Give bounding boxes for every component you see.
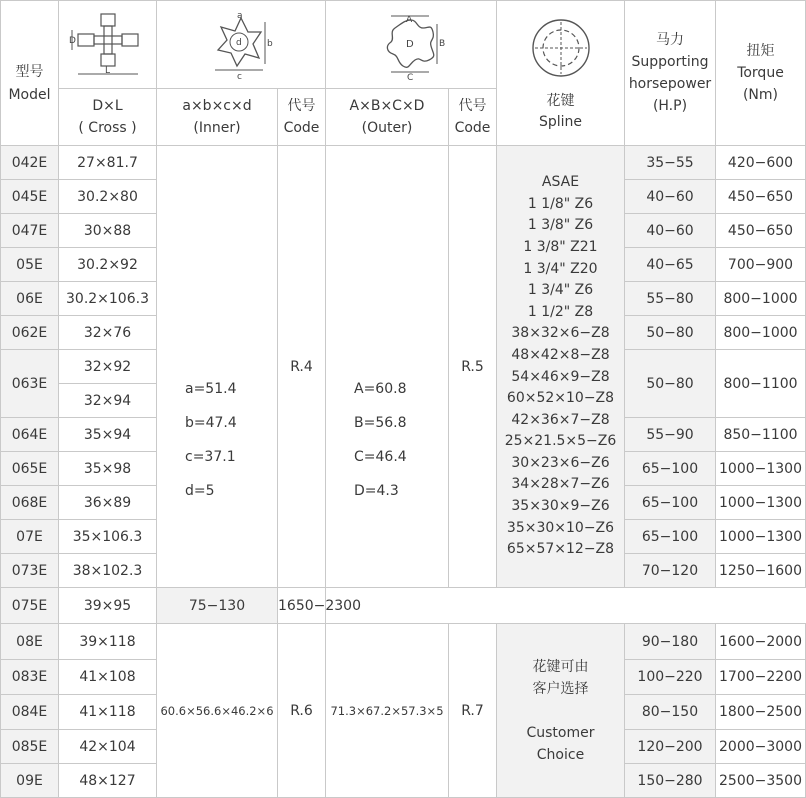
spline-item: 30×23×6−Z6: [511, 454, 610, 471]
inner-diagram: [157, 1, 326, 89]
table-row-model: 075E: [1, 588, 59, 624]
spline-item: 1 3/8" Z21: [523, 238, 598, 255]
table-row-torque: 1000−1300: [716, 486, 806, 520]
spline-item: 1 1/8" Z6: [527, 195, 594, 212]
table-row-torque: 450−650: [716, 180, 806, 214]
outer-code-header-cn: 代号: [458, 98, 487, 114]
inner-dim-c: c=37.1: [185, 448, 236, 465]
inner-dim-a: a=51.4: [185, 380, 237, 397]
table-row-hp: 65−100: [625, 486, 716, 520]
table-row-model: 09E: [1, 764, 59, 798]
table-row-hp: 50−80: [625, 316, 716, 350]
table-row-torque: 700−900: [716, 248, 806, 282]
outer-dim-a: A=60.8: [354, 380, 407, 397]
spline-header-cn: 花键: [546, 93, 575, 109]
inner-dim-d: d=5: [185, 482, 215, 499]
table-row-cross: 32×76: [59, 316, 157, 350]
spline-item: 1 1/2" Z8: [527, 303, 594, 320]
table-row-cross: 30.2×92: [59, 248, 157, 282]
table-row-hp: 50−80: [625, 350, 716, 418]
table-row-torque: 1250−1600: [716, 554, 806, 588]
spline-choice-cn1: 花键可由: [532, 658, 589, 675]
table-row-hp: 40−65: [625, 248, 716, 282]
outer-dims-group1: [326, 146, 449, 588]
table-row-cross: 39×95: [59, 588, 157, 624]
table-row-torque: 800−1000: [716, 282, 806, 316]
cross-diagram: [59, 1, 157, 89]
hp-header-en2: horsepower: [628, 76, 712, 92]
table-row-torque: 1600−2000: [716, 624, 806, 660]
inner-code-group1: R.4: [278, 146, 326, 588]
table-row-model: 06E: [1, 282, 59, 316]
table-row-model: 068E: [1, 486, 59, 520]
table-row-torque: 2000−3000: [716, 730, 806, 764]
outer-dim-b: B=56.8: [354, 414, 407, 431]
table-row-cross: 35×106.3: [59, 520, 157, 554]
table-row-torque: 1800−2500: [716, 695, 806, 730]
table-row-hp: 55−90: [625, 418, 716, 452]
table-row-cross: 35×98: [59, 452, 157, 486]
model-header: [1, 1, 59, 146]
inner-dim-b: b=47.4: [185, 414, 237, 431]
inner-c-label: c: [237, 71, 242, 82]
table-row-model: 085E: [1, 730, 59, 764]
outer-dim-c: C=46.4: [354, 448, 407, 465]
spline-group1: [497, 146, 625, 588]
outer-code-header: [449, 89, 497, 146]
inner-code-header-en: Code: [283, 120, 320, 136]
spline-item: 25×21.5×5−Z6: [504, 433, 617, 450]
cross-header-label: ( Cross ): [78, 120, 137, 136]
spline-choice-en1: Customer: [526, 724, 595, 741]
spline-diagram: [529, 16, 593, 80]
inner-a-label: a: [237, 10, 243, 21]
spline-item: ASAE: [541, 174, 580, 191]
outer-dims-group2: 71.3×67.2×57.3×5: [326, 624, 449, 798]
table-row-torque: 420−600: [716, 146, 806, 180]
table-row-cross: 38×102.3: [59, 554, 157, 588]
outer-code-header-en: Code: [454, 120, 491, 136]
inner-dims-group1: [157, 146, 278, 588]
spline-item: 60×52×10−Z8: [506, 390, 615, 407]
inner-header-label: (Inner): [193, 120, 241, 136]
table-row-torque: 800−1000: [716, 316, 806, 350]
outer-c-label: C: [407, 72, 414, 83]
outer-b-label: B: [439, 38, 446, 49]
outer-diagram: [326, 1, 497, 89]
table-row-cross: 48×127: [59, 764, 157, 798]
table-row-hp: 80−150: [625, 695, 716, 730]
inner-d-label: d: [236, 37, 242, 48]
outer-code-group2: R.7: [449, 624, 497, 798]
spline-item: 1 3/4" Z20: [523, 260, 598, 277]
table-row-model: 07E: [1, 520, 59, 554]
spline-item: 1 3/8" Z6: [527, 217, 594, 234]
table-row-cross: 30×88: [59, 214, 157, 248]
spline-item: 42×36×7−Z8: [511, 411, 610, 428]
hp-header-en1: Supporting: [631, 54, 709, 70]
table-row-hp: 75−130: [157, 588, 278, 624]
table-row-torque: 450−650: [716, 214, 806, 248]
spline-item: 38×32×6−Z8: [511, 325, 610, 342]
table-row-hp: 55−80: [625, 282, 716, 316]
table-row-hp: 40−60: [625, 214, 716, 248]
table-row-cross: 32×94: [59, 384, 157, 418]
cross-d-label: D: [68, 35, 76, 46]
table-row-hp: 65−100: [625, 452, 716, 486]
table-row-hp: 70−120: [625, 554, 716, 588]
outer-a-label: A: [406, 14, 413, 25]
torque-header: [716, 1, 806, 146]
spline-header: [497, 1, 625, 146]
inner-header: [157, 89, 278, 146]
torque-header-en: Torque: [737, 65, 784, 81]
inner-code-header-cn: 代号: [287, 98, 316, 114]
table-row-model: 065E: [1, 452, 59, 486]
model-header-en: Model: [8, 87, 51, 103]
table-row-torque: 2500−3500: [716, 764, 806, 798]
torque-header-unit: (Nm): [742, 87, 779, 103]
table-row-model: 073E: [1, 554, 59, 588]
outer-header: [326, 89, 449, 146]
table-row-cross: 39×118: [59, 624, 157, 660]
spline-item: 34×28×7−Z6: [511, 476, 610, 493]
table-row-cross: 30.2×80: [59, 180, 157, 214]
spline-choice-cn2: 客户选择: [532, 680, 589, 697]
outer-header-label: (Outer): [361, 120, 413, 136]
table-row-model: 08E: [1, 624, 59, 660]
inner-code-group2: R.6: [278, 624, 326, 798]
table-row-model: 045E: [1, 180, 59, 214]
table-row-torque: 800−1100: [716, 350, 806, 418]
inner-b-label: b: [267, 38, 273, 49]
hp-header-cn: 马力: [656, 32, 684, 48]
table-row-cross: 41×118: [59, 695, 157, 730]
table-row-torque: 850−1100: [716, 418, 806, 452]
table-row-hp: 150−280: [625, 764, 716, 798]
table-row-hp: 90−180: [625, 624, 716, 660]
spline-item: 1 3/4" Z6: [527, 282, 594, 299]
table-row-torque: 1000−1300: [716, 520, 806, 554]
hp-header: [625, 1, 716, 146]
table-row-torque: 1700−2200: [716, 660, 806, 695]
table-row-model: 063E: [1, 350, 59, 418]
table-row-torque: 1000−1300: [716, 452, 806, 486]
outer-d-label: D: [406, 38, 414, 50]
table-row-model: 083E: [1, 660, 59, 695]
cross-header-dxl: D×L: [92, 98, 123, 114]
table-row-hp: 65−100: [625, 520, 716, 554]
table-row-hp: 40−60: [625, 180, 716, 214]
table-row-cross: 36×89: [59, 486, 157, 520]
table-row-model: 05E: [1, 248, 59, 282]
outer-code-group1: R.5: [449, 146, 497, 588]
table-row-cross: 30.2×106.3: [59, 282, 157, 316]
table-row-model: 047E: [1, 214, 59, 248]
table-row-torque: 1650−2300: [278, 588, 326, 624]
cross-l-label: L: [104, 65, 110, 76]
torque-header-cn: 扭矩: [746, 43, 775, 59]
spline-group2: [497, 624, 625, 798]
table-row-cross: 27×81.7: [59, 146, 157, 180]
cross-header: [59, 89, 157, 146]
spline-item: 65×57×12−Z8: [506, 541, 615, 558]
table-row-model: 064E: [1, 418, 59, 452]
spline-item: 35×30×10−Z6: [506, 519, 615, 536]
table-row-hp: 35−55: [625, 146, 716, 180]
table-row-cross: 42×104: [59, 730, 157, 764]
table-row-cross: 32×92: [59, 350, 157, 384]
model-header-cn: 型号: [15, 64, 44, 80]
table-row-model: 062E: [1, 316, 59, 350]
table-row-model: 042E: [1, 146, 59, 180]
table-row-cross: 41×108: [59, 660, 157, 695]
inner-dims-group2: 60.6×56.6×46.2×6: [157, 624, 278, 798]
spline-choice-en2: Choice: [536, 746, 585, 763]
outer-header-dims: A×B×C×D: [349, 98, 425, 114]
hp-header-en3: (H.P): [652, 98, 688, 114]
inner-code-header: [278, 89, 326, 146]
outer-dim-d: D=4.3: [354, 482, 399, 499]
spline-item: 54×46×9−Z8: [511, 368, 610, 385]
spline-item: 48×42×8−Z8: [511, 346, 610, 363]
table-row-hp: 100−220: [625, 660, 716, 695]
inner-header-dims: a×b×c×d: [182, 98, 252, 114]
spline-item: 35×30×9−Z6: [511, 498, 610, 515]
spline-header-en: Spline: [538, 114, 583, 130]
table-row-hp: 120−200: [625, 730, 716, 764]
table-row-cross: 35×94: [59, 418, 157, 452]
table-row-model: 084E: [1, 695, 59, 730]
